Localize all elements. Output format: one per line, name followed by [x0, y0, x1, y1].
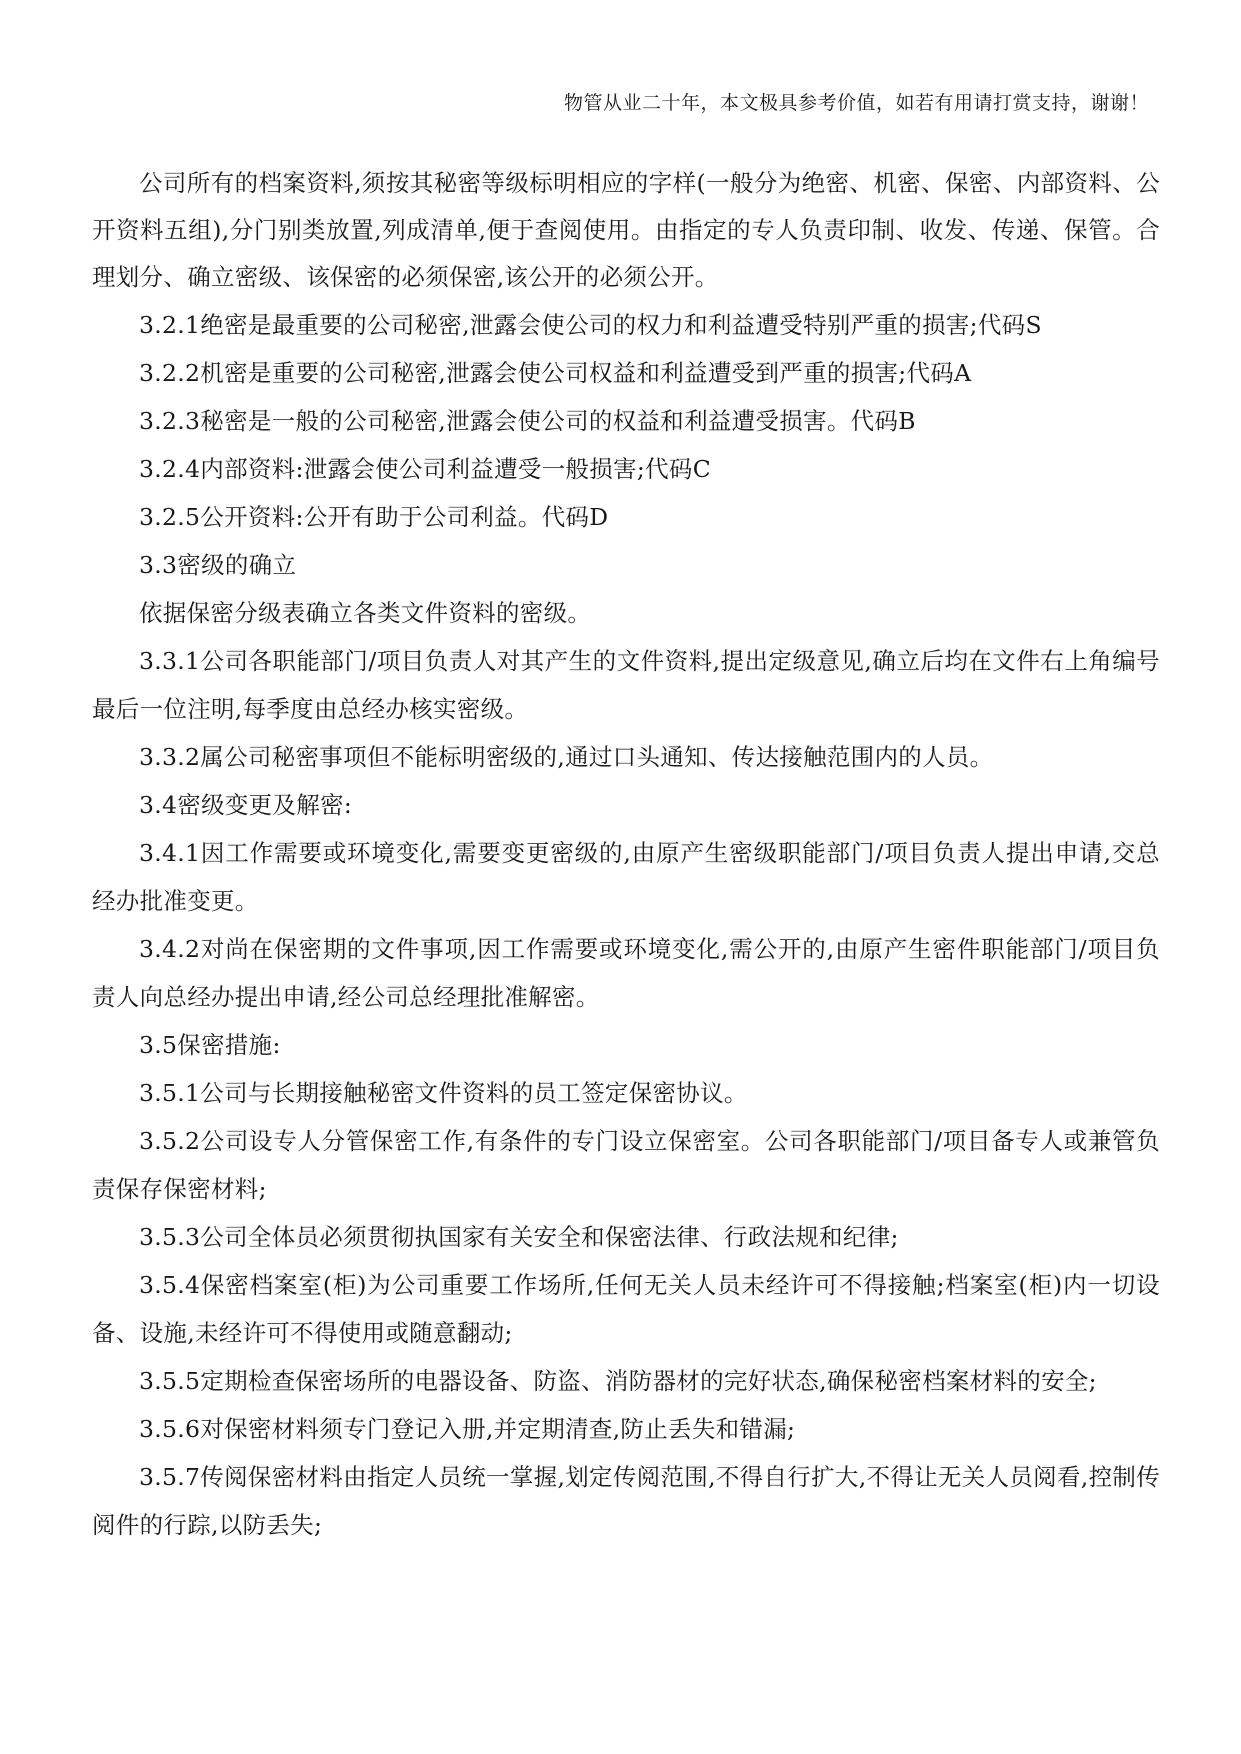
- paragraph-intro: 公司所有的档案资料,须按其秘密等级标明相应的字样(一般分为绝密、机密、保密、内部资料、公开资料五组),分门别类放置,列成清单,便于查阅使用。由指定的专人负责印制、收发、传递、保管。合理划分、确立密级、该保密的必须保密,该公开的必须公开。: [92, 169, 1160, 291]
- paragraph-3-4-1: 3.4.1因工作需要或环境变化,需要变更密级的,由原产生密级职能部门/项目负责人提出申请,交总经办批准变更。: [92, 839, 1160, 915]
- document-body: [92, 160, 1160, 1549]
- header-note: 物管从业二十年，本文极具参考价值，如若有用请打赏支持，谢谢！: [563, 92, 1149, 114]
- paragraph-3-4-2: 3.4.2对尚在保密期的文件事项,因工作需要或环境变化,需公开的,由原产生密件职能部门/项目负责人向总经办提出申请,经公司总经理批准解密。: [92, 935, 1160, 1011]
- paragraph-3-3-intro: 依据保密分级表确立各类文件资料的密级。: [139, 599, 592, 627]
- paragraph-3-5-5: 3.5.5定期检查保密场所的电器设备、防盗、消防器材的完好状态,确保秘密档案材料的安全;: [139, 1367, 1097, 1395]
- paragraph-3-5-7: 3.5.7传阅保密材料由指定人员统一掌握,划定传阅范围,不得自行扩大,不得让无关人员阅看,控制传阅件的行踪,以防丢失;: [92, 1463, 1160, 1539]
- paragraph-3-2-1: 3.2.1绝密是最重要的公司秘密,泄露会使公司的权力和利益遭受特别严重的损害;代码S: [139, 311, 1042, 339]
- paragraph-3-2-2: 3.2.2机密是重要的公司秘密,泄露会使公司权益和利益遭受到严重的损害;代码A: [139, 359, 972, 387]
- section-heading-3-4: 3.4密级变更及解密:: [139, 791, 353, 819]
- section-heading-3-5: 3.5保密措施:: [139, 1031, 281, 1059]
- paragraph-3-5-4: 3.5.4保密档案室(柜)为公司重要工作场所,任何无关人员未经许可不得接触;档案室(柜)内一切设备、设施,未经许可不得使用或随意翻动;: [92, 1271, 1160, 1347]
- paragraph-3-3-2: 3.3.2属公司秘密事项但不能标明密级的,通过口头通知、传达接触范围内的人员。: [139, 743, 994, 771]
- paragraph-3-5-6: 3.5.6对保密材料须专门登记入册,并定期清查,防止丢失和错漏;: [139, 1415, 796, 1443]
- paragraph-3-3-1: 3.3.1公司各职能部门/项目负责人对其产生的文件资料,提出定级意见,确立后均在文件右上角编号最后一位注明,每季度由总经办核实密级。: [92, 647, 1160, 723]
- paragraph-3-5-2: 3.5.2公司设专人分管保密工作,有条件的专门设立保密室。公司各职能部门/项目备专人或兼管负责保存保密材料;: [92, 1127, 1160, 1203]
- paragraph-3-5-3: 3.5.3公司全体员必须贯彻执国家有关安全和保密法律、行政法规和纪律;: [139, 1223, 899, 1251]
- paragraph-3-2-5: 3.2.5公开资料:公开有助于公司利益。代码D: [139, 503, 609, 531]
- paragraph-3-5-1: 3.5.1公司与长期接触秘密文件资料的员工签定保密协议。: [139, 1079, 748, 1107]
- section-heading-3-3: 3.3密级的确立: [139, 551, 297, 579]
- paragraph-3-2-4: 3.2.4内部资料:泄露会使公司利益遭受一般损害;代码C: [139, 455, 712, 483]
- paragraph-3-2-3: 3.2.3秘密是一般的公司秘密,泄露会使公司的权益和利益遭受损害。代码B: [139, 407, 916, 435]
